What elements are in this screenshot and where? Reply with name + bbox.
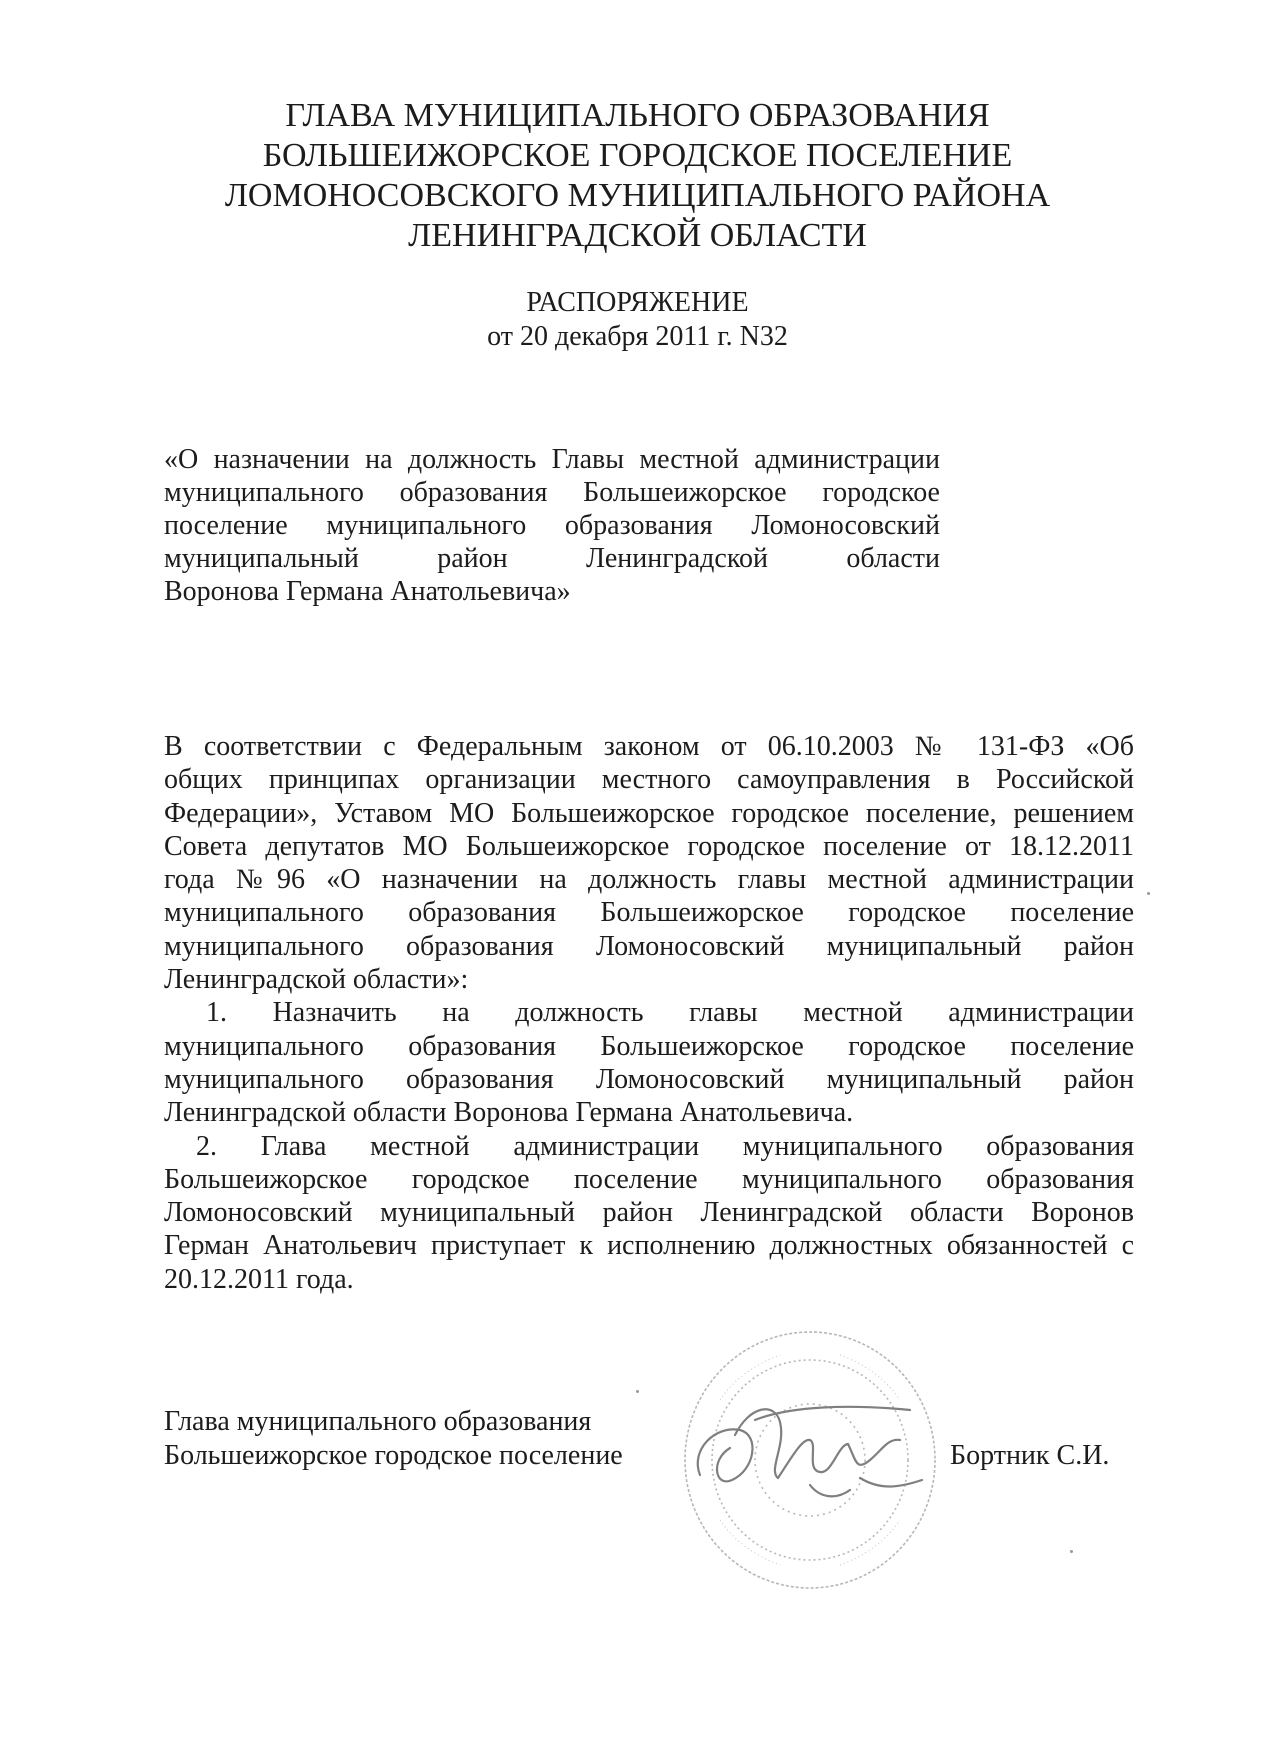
- subject-line: поселение муниципального образования Ломоносовский: [164, 510, 940, 541]
- signatory-position-line: Большеижорское городское поселение: [164, 1440, 623, 1471]
- signature-block: [164, 1405, 1134, 1545]
- signatory-name: Бортник С.И.: [950, 1440, 1110, 1471]
- item-1-line: Ленинградской области Воронова Германа Анатольевича.: [164, 1097, 854, 1129]
- signatory-position: [164, 1405, 623, 1473]
- scan-speck: [1070, 1550, 1073, 1553]
- signatory-position-line: Глава муниципального образования: [164, 1406, 592, 1437]
- preamble-line: Федерации», Уставом МО Большеижорское городское поселение, решением: [164, 797, 1134, 829]
- preamble-line: года №96 «О назначении на должность главы местной администрации: [164, 864, 1134, 896]
- header-line: ГЛАВА МУНИЦИПАЛЬНОГО ОБРАЗОВАНИЯ: [285, 97, 990, 134]
- preamble-line: В соответствии с Федеральным законом от 06.10.2003 № 131-ФЗ «Об: [164, 731, 1134, 762]
- document-type: РАСПОРЯЖЕНИЕ: [526, 287, 749, 318]
- preamble-line: Совета депутатов МО Большеижорское городское поселение от 18.12.2011: [164, 830, 1134, 862]
- subject-line: муниципальный район Ленинградской области: [164, 543, 940, 574]
- item-2-line: Большеижорское городское поселение муниципального образования: [164, 1163, 1134, 1195]
- item-2-line: 20.12.2011 года.: [164, 1263, 354, 1295]
- document-body: [164, 730, 1134, 1296]
- item-1-line: 1. Назначить на должность главы местной администрации: [206, 997, 1134, 1029]
- document-title-block: [0, 286, 1275, 354]
- item-2-line: Герман Анатольевич приступает к исполнению должностных обязанностей с: [164, 1230, 1134, 1262]
- item-2-line: 2. Глава местной администрации муниципального образования: [196, 1130, 1134, 1162]
- document-subject: [164, 443, 940, 608]
- subject-line: «О назначении на должность Главы местной администрации: [164, 444, 940, 475]
- preamble-line: муниципального образования Большеижорское городское поселение: [164, 897, 1134, 929]
- scan-speck: [636, 1390, 639, 1393]
- document-header: [0, 96, 1275, 256]
- item-1-line: муниципального образования Большеижорское городское поселение: [164, 1030, 1134, 1062]
- item-2-line: Ломоносовский муниципальный район Ленинградской области Воронов: [164, 1197, 1134, 1229]
- subject-line: муниципального образования Большеижорское городское: [164, 477, 940, 508]
- preamble-line: общих принципах организации местного самоуправления в Российской: [164, 764, 1134, 796]
- header-line: ЛОМОНОСОВСКОГО МУНИЦИПАЛЬНОГО РАЙОНА: [224, 177, 1051, 214]
- preamble-line: Ленинградской области»:: [164, 964, 469, 996]
- document-date-number: от 20 декабря 2011 г. N32: [487, 321, 788, 352]
- item-1-line: муниципального образования Ломоносовский муниципальный район: [164, 1063, 1134, 1095]
- header-line: БОЛЬШЕИЖОРСКОЕ ГОРОДСКОЕ ПОСЕЛЕНИЕ: [262, 137, 1013, 174]
- header-line: ЛЕНИНГРАДСКОЙ ОБЛАСТИ: [408, 217, 867, 254]
- preamble-line: муниципального образования Ломоносовский муниципальный район: [164, 930, 1134, 962]
- scan-speck: [1147, 892, 1150, 895]
- subject-line: Воронова Германа Анатольевича»: [164, 576, 571, 607]
